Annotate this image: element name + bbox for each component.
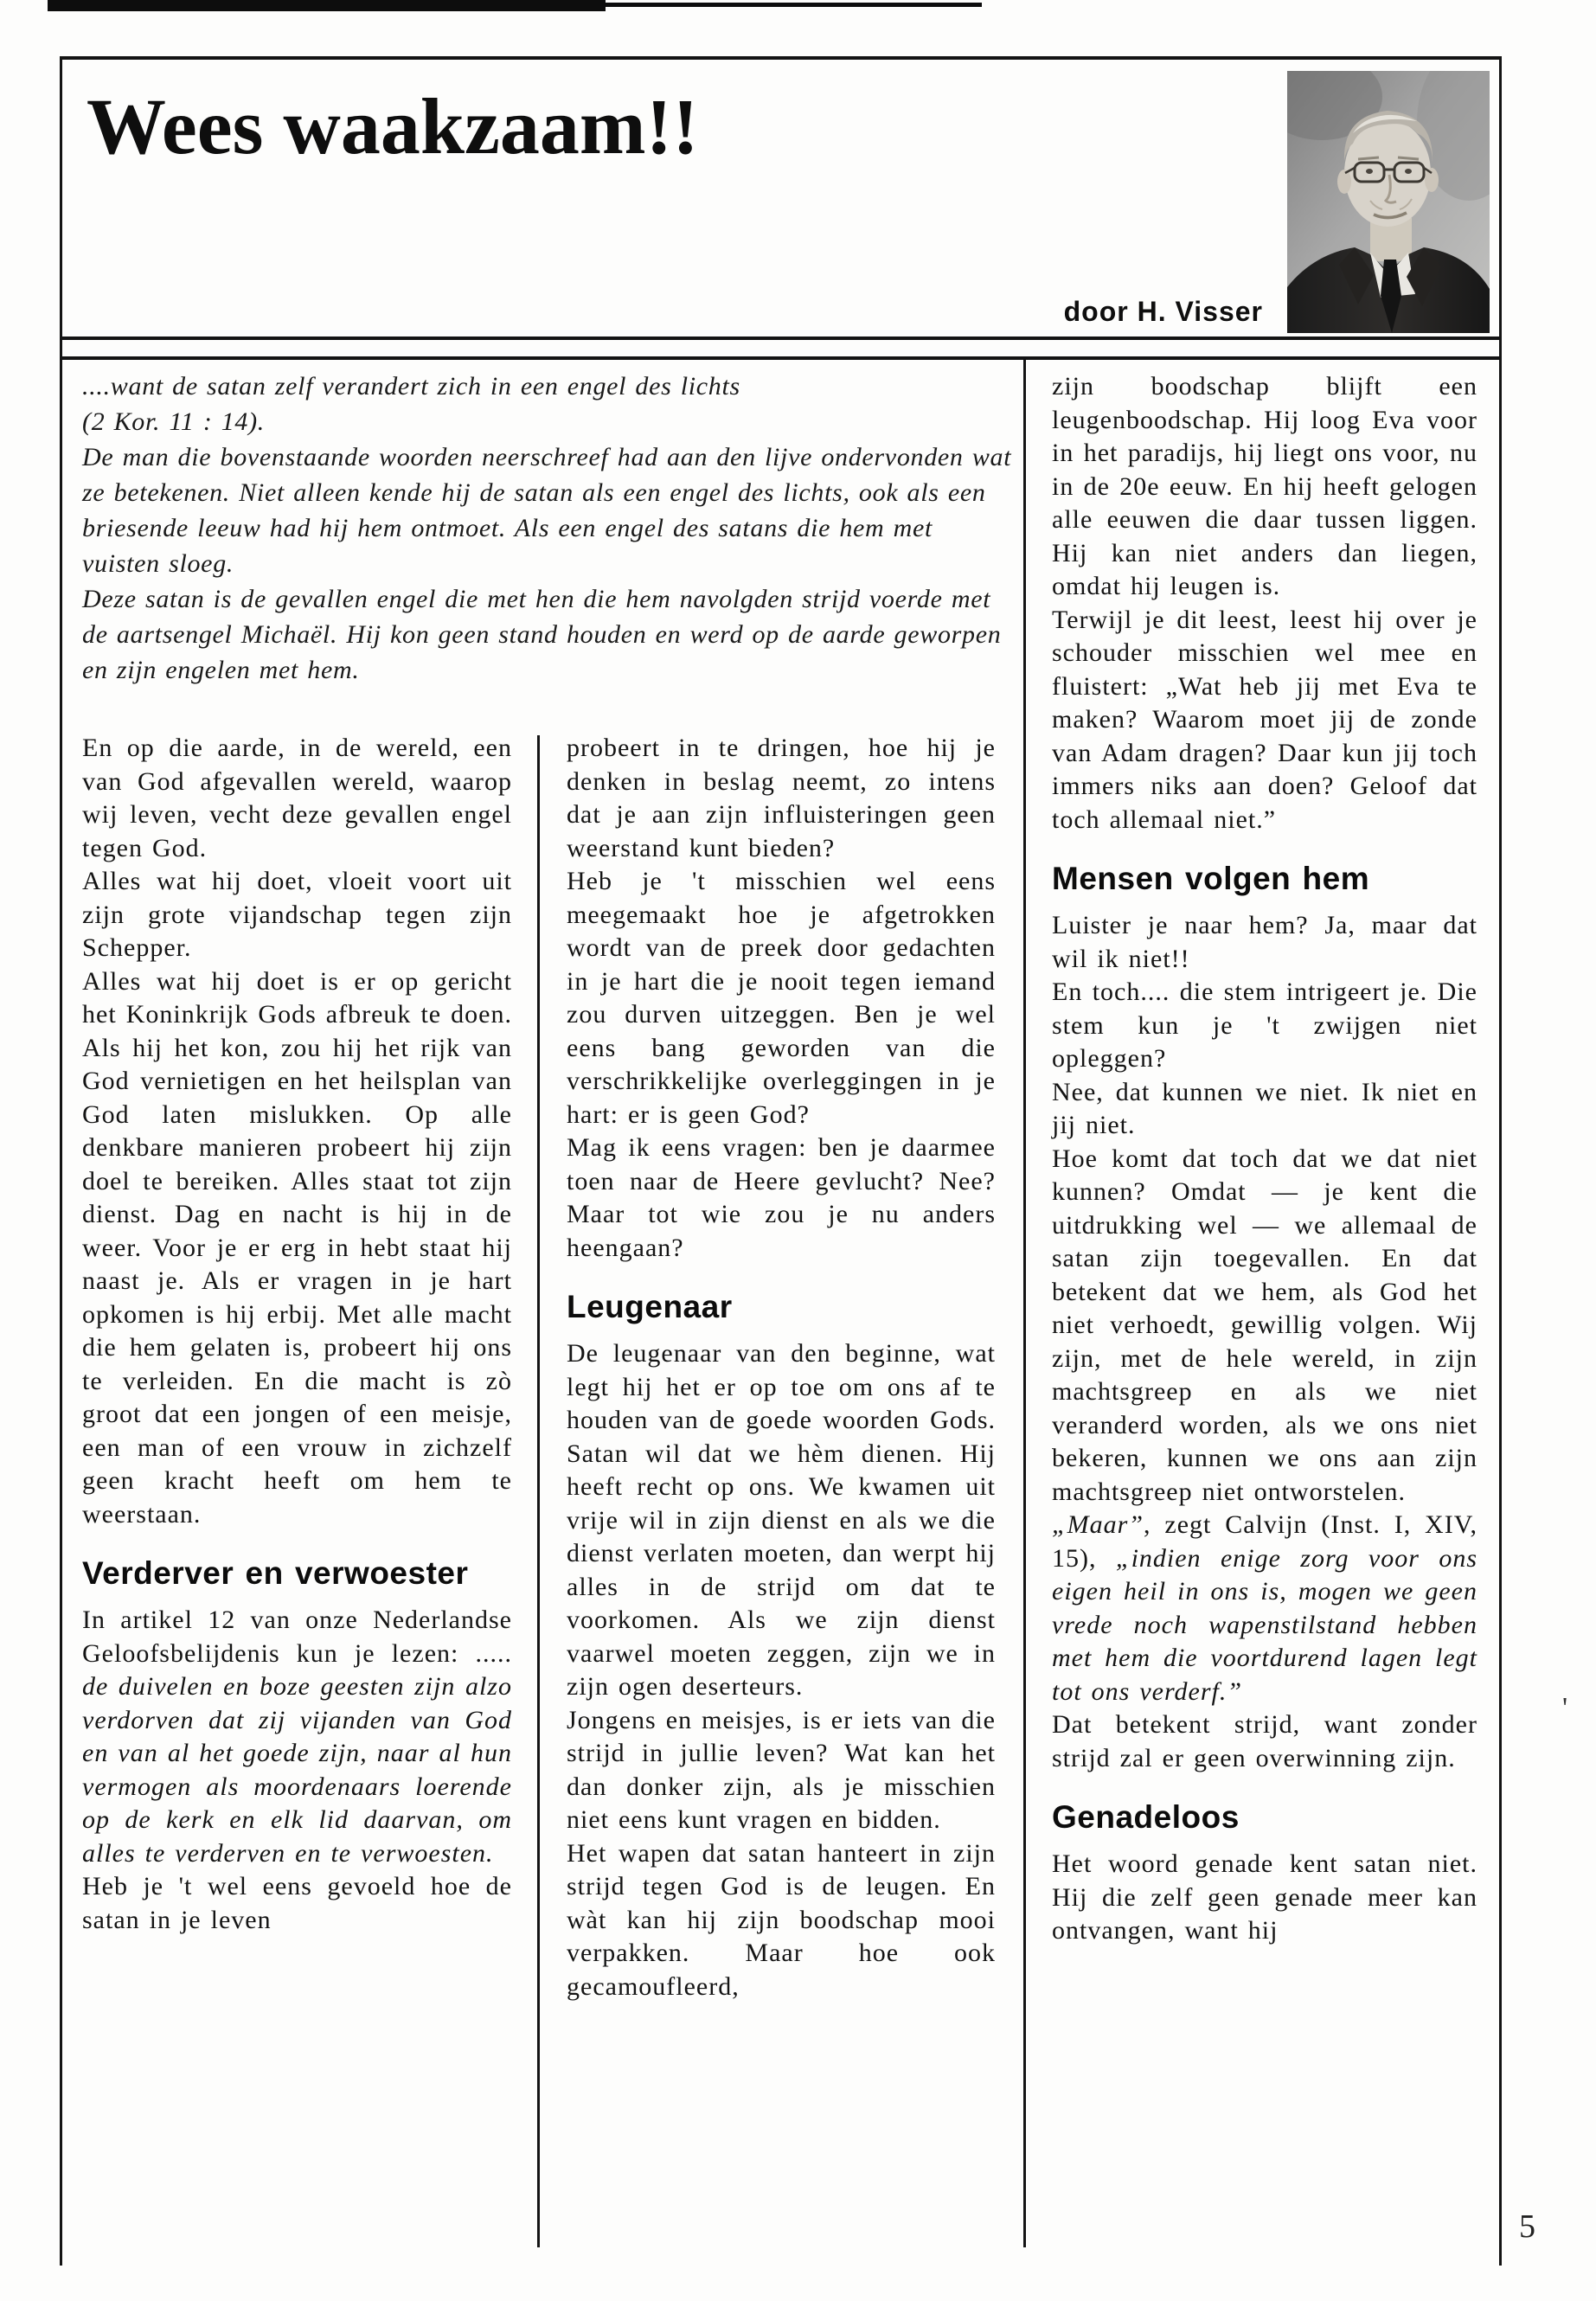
intro-paragraph: De man die bovenstaande woorden neerschreef had aan den lijve ondervonden wat ze betekenen. Niet alleen kende hij de satan als een engel des lichts, ook als een briesende leeuw had hij hem ontmoet. Als een engel des satans die hem met vuisten sloeg.: [82, 443, 1012, 578]
body-paragraph: [1052, 976, 1477, 1076]
body-paragraph: [567, 732, 996, 865]
text-segment: , zegt Calvijn (Inst. I, XIV, 15),: [1052, 1510, 1477, 1573]
text-segment: Terwijl je dit leest, leest hij over je schouder misschien wel mee en fluistert: „Wat heb jij met Eva te maken? Waarom moet jij de zonde van Adam dragen? Daar kun jij toch immers niks aan doen? Geloof dat toch allemaal niet.”: [1052, 605, 1477, 834]
body-paragraph: [1052, 1848, 1477, 1948]
section-heading: Mensen volgen hem: [1052, 861, 1370, 896]
body-paragraph: [1052, 1509, 1477, 1708]
text-segment: probeert in te dringen, hoe hij je denken in beslag neemt, zo intens dat je aan zijn influisteringen geen weerstand kunt bieden?: [567, 734, 996, 862]
body-paragraph: [567, 1131, 996, 1265]
intro-paragraph: ....want de satan zelf verandert zich in een engel des lichts: [82, 372, 740, 401]
text-segment: „indien enige zorg voor ons eigen heil in ons is, mogen we geen vrede noch wapenstilstand hebben met hem die voortdurend lagen legt tot ons verderf.”: [1052, 1543, 1477, 1706]
text-segment: Luister je naar hem? Ja, maar dat wil ik niet!!: [1052, 911, 1477, 973]
column-divider-1: [537, 735, 540, 2247]
text-segment: Alles wat hij doet is er op gericht het Koninkrijk Gods afbreuk te doen. Als hij het kon, zou hij het rijk van God vernietigen en het heilsplan van God laten mislukken. Op alle denkbare manieren probeert hij zijn doel te bereiken. Alles staat tot zijn dienst. Dag en nacht is hij in de weer. Voor je er erg in hebt staat hij naast je. Als er vragen in je hart opkomen is hij erbij. Met alle macht die hem gelaten is, probeert hij ons te verleiden. En die macht is zò groot dat een jongen of een meisje, een man of een vrouw in zichzelf geen kracht heeft om hem te weerstaan.: [82, 966, 512, 1529]
text-segment: de duivelen en boze geesten zijn alzo verdorven dat zij vijanden van God en van al het goede zijn, naar al hun vermogen als moordenaars loerende op de kerk en elk lid daarvan, om alles te verderven en te verwoesten.: [82, 1672, 512, 1868]
text-segment: Heb je 't misschien wel eens meegemaakt hoe je afgetrokken wordt van de preek door gedachten in je hart die je nooit tegen iemand zou durven uitzeggen. Ben je wel eens bang geworden van die verschrikkelijke overleggingen in je hart: er is geen God?: [567, 867, 996, 1129]
text-segment: De leugenaar van den beginne, wat legt hij het er op toe om ons af te houden van de goede woorden Gods. Satan wil dat we hèm dienen. Hij heeft recht op ons. We kwamen uit vrije wil in zijn dienst en als we die dienst verlaten moeten, dan werpt hij alles in de strijd om dat te voorkomen. Als we zijn dienst vaarwel moeten zeggen, zijn we in zijn ogen deserteurs.: [567, 1339, 996, 1701]
text-segment: Jongens en meisjes, is er iets van die strijd in jullie leven? Wat kan het dan donker zijn, als je misschien niet eens kunt vragen en bidden.: [567, 1705, 996, 1834]
scan-artifact-mark: ': [1562, 1692, 1568, 1724]
body-paragraph: [567, 1337, 996, 1704]
article-title: Wees waakzaam!!: [87, 82, 699, 170]
section-heading: Verderver en verwoester: [82, 1555, 469, 1591]
text-segment: En op die aarde, in de wereld, een van God afgevallen wereld, waarop wij leven, vecht deze gevallen engel tegen God.: [82, 734, 512, 862]
body-paragraph: [1052, 1143, 1477, 1509]
body-paragraph: [1052, 604, 1477, 837]
text-segment: En toch.... die stem intrigeert je. Die stem kun je 't zwijgen niet opleggen?: [1052, 977, 1477, 1073]
body-paragraph: [1052, 909, 1477, 976]
text-segment: Nee, dat kunnen we niet. Ik niet en jij niet.: [1052, 1077, 1477, 1139]
text-segment: „Maar”: [1052, 1510, 1144, 1539]
text-segment: Heb je 't wel eens gevoeld hoe de satan in je leven: [82, 1872, 512, 1934]
body-paragraph: [1052, 1076, 1477, 1143]
body-paragraph: [82, 1604, 512, 1870]
text-segment: In artikel 12 van onze Nederlandse Geloofsbelijdenis kun je lezen: .....: [82, 1606, 512, 1668]
body-paragraph: [1052, 1708, 1477, 1775]
text-segment: Hoe komt dat toch dat we dat niet kunnen? Omdat — je kent die uitdrukking wel — we allemaal de satan zijn toegevallen. En dat betekent dat we hem, als God het niet verhoedt, gewillig volgen. Wij zijn, met de hele wereld, in zijn machtsgreep en als we niet veranderd worden, als we ons niet bekeren, kunnen we ons aan zijn machtsgreep niet ontworstelen.: [1052, 1144, 1477, 1506]
body-top-rule: [60, 356, 1502, 360]
text-segment: zijn boodschap blijft een leugenboodschap. Hij loog Eva voor in het paradijs, hij liegt ons voor, nu in de 20e eeuw. En hij heeft gelogen alle eeuwen die daar tussen liggen. Hij kan niet anders dan liegen, omdat hij leugen is.: [1052, 372, 1477, 600]
text-segment: Alles wat hij doet, vloeit voort uit zijn grote vijandschap tegen zijn Schepper.: [82, 867, 512, 962]
body-paragraph: [1052, 370, 1477, 604]
body-paragraph: [82, 732, 512, 865]
intro-paragraph: (2 Kor. 11 : 14).: [82, 407, 266, 436]
page-top-rule: [48, 0, 606, 11]
column-2: [567, 732, 996, 2003]
section-heading: Genadeloos: [1052, 1799, 1240, 1835]
text-segment: Mag ik eens vragen: ben je daarmee toen naar de Heere gevlucht? Nee? Maar tot wie zou je nu anders heengaan?: [567, 1133, 996, 1262]
header-bottom-rule: [60, 336, 1502, 340]
portrait-illustration: [1287, 71, 1490, 333]
author-portrait-photo: [1287, 71, 1490, 333]
page-top-rule-thin: [601, 3, 982, 7]
text-segment: Dat betekent strijd, want zonder strijd zal er geen overwinning zijn.: [1052, 1710, 1477, 1772]
section-heading: Leugenaar: [567, 1289, 733, 1324]
body-paragraph: [82, 1870, 512, 1937]
text-segment: Het woord genade kent satan niet. Hij die zelf geen genade meer kan ontvangen, want hij: [1052, 1849, 1477, 1945]
body-paragraph: [82, 865, 512, 965]
page-number: 5: [1519, 2208, 1535, 2245]
intro-block: [82, 369, 1012, 688]
body-paragraph: [567, 1704, 996, 1837]
body-paragraph: [567, 1837, 996, 2004]
column-divider-2: [1023, 360, 1026, 2247]
body-paragraph: [567, 865, 996, 1131]
text-segment: Het wapen dat satan hanteert in zijn strijd tegen God is de leugen. En wàt kan hij zijn boodschap mooi verpakken. Maar hoe ook gecamoufleerd,: [567, 1838, 996, 2001]
intro-paragraph: Deze satan is de gevallen engel die met hen die hem navolgden strijd voerde met de aartsengel Michaël. Hij kon geen stand houden en werd op de aarde geworpen en zijn engelen met hem.: [82, 585, 1002, 684]
column-3: [1052, 370, 1477, 1948]
body-paragraph: [82, 965, 512, 1532]
column-1: [82, 732, 512, 1937]
author-byline: door H. Visser: [1063, 296, 1263, 327]
